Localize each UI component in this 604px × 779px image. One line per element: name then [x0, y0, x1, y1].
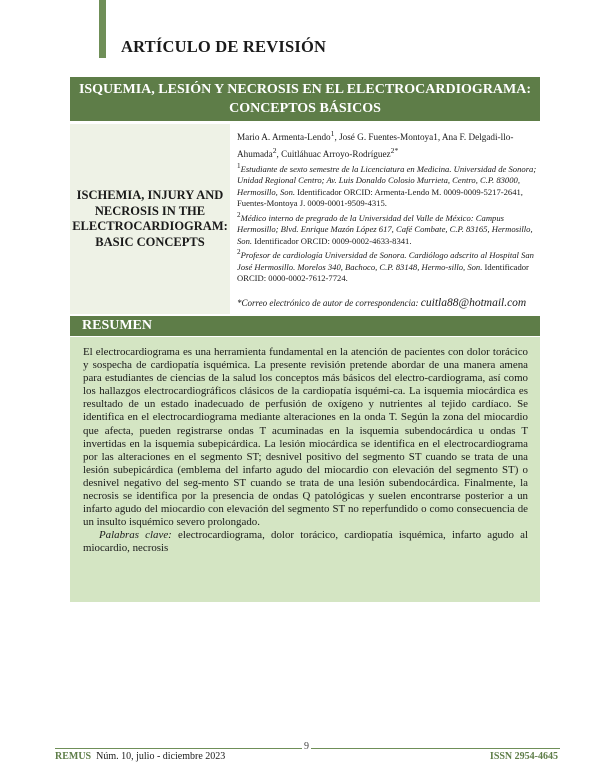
- affiliation-2-text: Médico interno de pregrado de la Universidad del Valle de México: Campus Hermosillo; Blvd. Enrique Mazón López 617, Café Combate, C.P. 83165, Hermosillo, Son.: [237, 212, 533, 246]
- resumen-body: [70, 337, 540, 602]
- author-1-sup: 1: [330, 129, 335, 138]
- affiliation-1: [237, 161, 540, 210]
- affiliation-3-num: 2: [237, 248, 241, 257]
- resumen-text: El electrocardiograma es una herramienta fundamental en la atención de pacientes con dolor torácico y sospecha de cardiopatía isquémica. La presente revisión pretende abordar de una manera amena para estudiantes de ciencias de la salud los conceptos más básicos del electro-cardiograma, así como los hallazgos electrocardiográficos clásicos de la cardiopatía isquémi-ca. La isquemia miocárdica es resultado de un estado inadecuado de perfusión de oxígeno y nutrientes al tejido cardíaco. Se identifica en el electrocardiograma mediante alteraciones en la onda T. Según la zona del miocardio que afecta, pueden registrarse ondas T acuminadas en la isquemia subendocárdica u ondas T invertidas en la isquemia subepicárdica. La lesión miocárdica se identifica en el electrocardiograma por las alteraciones en el segmento ST; desnivel positivo del segmento ST cuando se trata de una lesión subepicárdica (emblema del infarto agudo del miocardio con elevación del segmento ST) o desnivel negativo del seg-mento ST cuando se trata de una lesión subendocárdica. Finalmente, la necrosis se identifica por la presencia de ondas Q patológicas y suelen encontrarse posterior a un infarto agudo del miocardio con elevación del segmento ST no reperfundido o como consecuencia de un insulto isquémico severo prolongado.: [83, 346, 528, 529]
- english-title-line-3: ELECTROCARDIOGRAM:: [72, 219, 228, 233]
- affiliation-2: [237, 210, 540, 247]
- footer-issn: ISSN 2954-4645: [489, 751, 558, 762]
- correspondence-label: *Correo electrónico de autor de correspondencia:: [237, 298, 421, 308]
- author-3-sup: 2*: [390, 146, 399, 156]
- english-title-line-4: BASIC CONCEPTS: [95, 234, 205, 249]
- affiliation-3: [237, 247, 540, 284]
- author-3: , Cuitláhuac Arroyo-Rodríguez: [276, 149, 391, 160]
- correspondence-email[interactable]: cuitla88@hotmail.com: [420, 297, 527, 309]
- article-title: [70, 77, 540, 121]
- affiliation-3-orcid: Identificador ORCID: 0000-0002-7612-7724.: [237, 261, 529, 284]
- affiliation-1-orcid: Identificador ORCID: Armenta-Lendo M. 0009-0009-5217-2641, Fuentes-Montoya J. 0009-0001-9509-4315.: [237, 186, 523, 209]
- keywords-label: Palabras clave:: [99, 529, 172, 542]
- english-title-line-2: NECROSIS IN THE: [94, 203, 206, 218]
- affiliation-1-text: Estudiante de sexto semestre de la Licenciatura en Medicina. Universidad de Sonora; Unidad Regional Centro; Av. Luis Donaldo Colosio Murrieta, Centro, C.P. 83000, Hermosillo, Son.: [237, 163, 537, 197]
- page-number: 9: [304, 741, 309, 752]
- header-accent-bar: [99, 0, 106, 58]
- affiliation-3-text: Profesor de cardiología Universidad de Sonora. Cardiólogo adscrito al Hospital San José Hermosillo. Morelos 340, Bachoco, C.P. 83148, Hermo-sillo, Son.: [237, 250, 534, 272]
- keywords: [83, 529, 528, 555]
- english-title-box: [70, 124, 230, 314]
- journal-issue: Núm. 10, julio - diciembre 2023: [91, 751, 226, 762]
- resumen-header: RESUMEN: [70, 316, 540, 336]
- keywords-list: electrocardiograma, dolor torácico, cardiopatía isquémica, infarto agudo al miocardio, necrosis: [83, 529, 528, 555]
- journal-name: REMUS: [55, 751, 92, 762]
- section-label: ARTÍCULO DE REVISIÓN: [121, 37, 327, 56]
- footer-journal: [55, 751, 225, 762]
- article-title-line-1: ISQUEMIA, LESIÓN Y NECROSIS EN EL ELECTROCARDIOGRAMA:: [78, 82, 532, 97]
- affiliations: [237, 161, 540, 285]
- article-title-line-2: CONCEPTOS BÁSICOS: [229, 101, 381, 116]
- author-2: , José G. Fuentes-Montoya1, Ana F. Delgadi-llo-Ahumada: [237, 132, 514, 160]
- affiliation-2-num: 2: [237, 210, 241, 219]
- author-2-sup: 2: [272, 146, 277, 156]
- affiliation-1-num: 1: [237, 162, 241, 170]
- english-title-line-1: ISCHEMIA, INJURY AND: [76, 188, 224, 202]
- english-title: [66, 188, 234, 250]
- authors: [237, 127, 540, 161]
- affiliation-2-orcid: Identificador ORCID: 0009-0002-4633-8341.: [252, 235, 412, 246]
- author-1: Mario A. Armenta-Lendo: [237, 132, 331, 143]
- correspondence: [237, 297, 540, 309]
